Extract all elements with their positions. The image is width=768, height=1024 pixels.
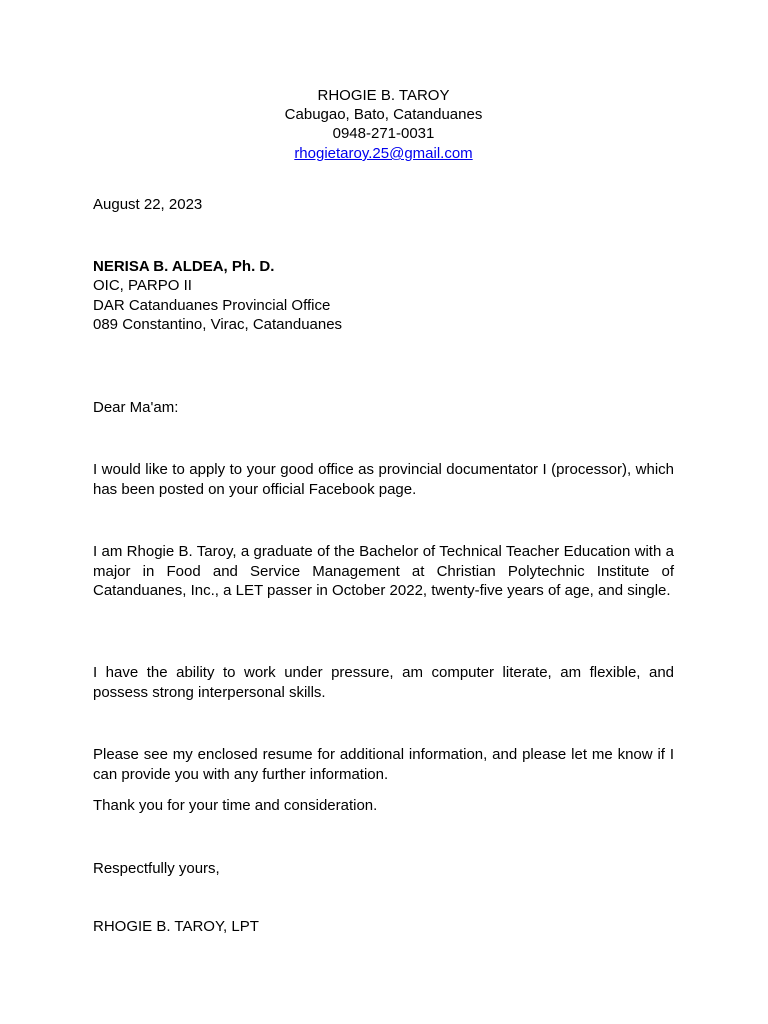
body-paragraph-1: I would like to apply to your good office as provincial documentator I (processor), which has been posted on your official Facebook page. (93, 461, 674, 498)
sender-email-line (93, 144, 674, 164)
salutation: Dear Ma'am: (93, 399, 179, 416)
closing: Respectfully yours, (93, 860, 220, 877)
body-paragraph-5: Thank you for your time and consideration. (93, 797, 378, 814)
signature: RHOGIE B. TAROY, LPT (93, 918, 259, 935)
sender-email-link[interactable]: rhogietaroy.25@gmail.com (294, 145, 473, 162)
sender-address: Cabugao, Bato, Catanduanes (284, 106, 483, 123)
recipient-position: OIC, PARPO II (93, 277, 192, 294)
body-paragraph-4: Please see my enclosed resume for additional information, and please let me know if I can provide you with any further information. (93, 746, 674, 783)
letter-date: August 22, 2023 (93, 196, 203, 213)
recipient-address: 089 Constantino, Virac, Catanduanes (93, 316, 343, 333)
body-paragraph-2: I am Rhogie B. Taroy, a graduate of the Bachelor of Technical Teacher Education with a major in Food and Service Management at Christian Polytechnic Institute of Catanduanes, Inc., a LET passer in October 2022, twenty-five years of age, and single. (93, 543, 674, 599)
recipient-name: NERISA B. ALDEA, Ph. D. (93, 258, 275, 275)
body-paragraph-3: I have the ability to work under pressure, am computer literate, am flexible, and possess strong interpersonal skills. (93, 664, 674, 701)
sender-name: RHOGIE B. TAROY (317, 87, 450, 104)
recipient-office: DAR Catanduanes Provincial Office (93, 297, 331, 314)
sender-phone: 0948-271-0031 (332, 125, 435, 142)
